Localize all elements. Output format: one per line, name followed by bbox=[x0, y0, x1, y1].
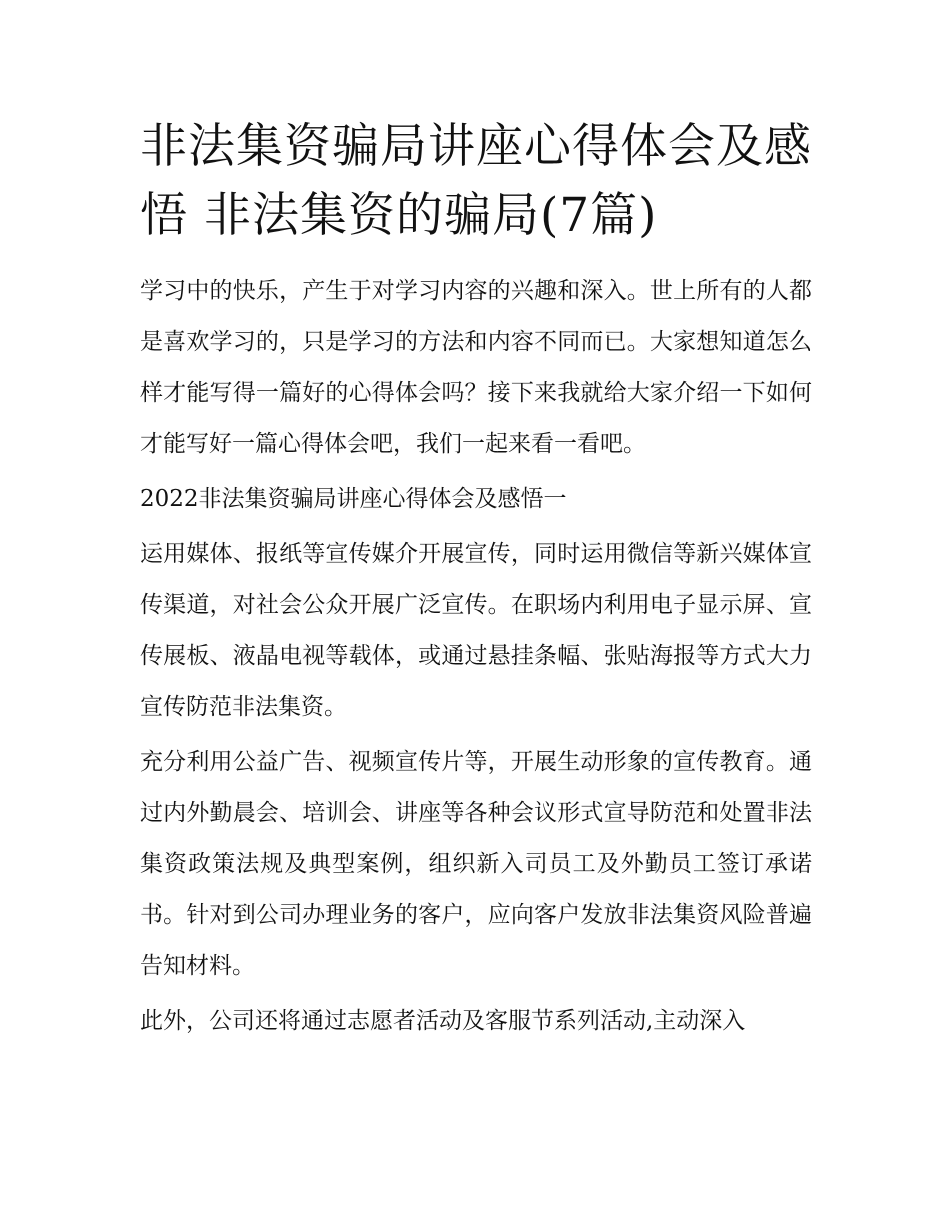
intro-paragraph: 学习中的快乐，产生于对学习内容的兴趣和深入。世上所有的人都是喜欢学习的，只是学习的方法和内容不同而已。大家想知道怎么样才能写得一篇好的心得体会吗？接下来我就给大家介绍一下如何才能写好一篇心得体会吧，我们一起来看一看吧。 bbox=[140, 278, 812, 457]
body-paragraph: 此外，公司还将通过志愿者活动及客服节系列活动,主动深入 bbox=[140, 1008, 746, 1034]
document-page bbox=[140, 112, 812, 1047]
body-paragraph: 充分利用公益广告、视频宣传片等，开展生动形象的宣传教育。通过内外勤晨会、培训会、讲座等各种会议形式宣导防范和处置非法集资政策法规及典型案例，组织新入司员工及外勤员工签订承诺书。针对到公司办理业务的客户，应向客户发放非法集资风险普遍告知材料。 bbox=[140, 749, 812, 979]
document-title: 非法集资骗局讲座心得体会及感悟 非法集资的骗局(7篇) bbox=[140, 119, 812, 243]
body-paragraph: 运用媒体、报纸等宣传媒介开展宣传，同时运用微信等新兴媒体宣传渠道，对社会公众开展广泛宣传。在职场内利用电子显示屏、宣传展板、液晶电视等载体，或通过悬挂条幅、张贴海报等方式大力宣传防范非法集资。 bbox=[140, 541, 812, 720]
section-heading: 2022非法集资骗局讲座心得体会及感悟一 bbox=[140, 486, 567, 512]
